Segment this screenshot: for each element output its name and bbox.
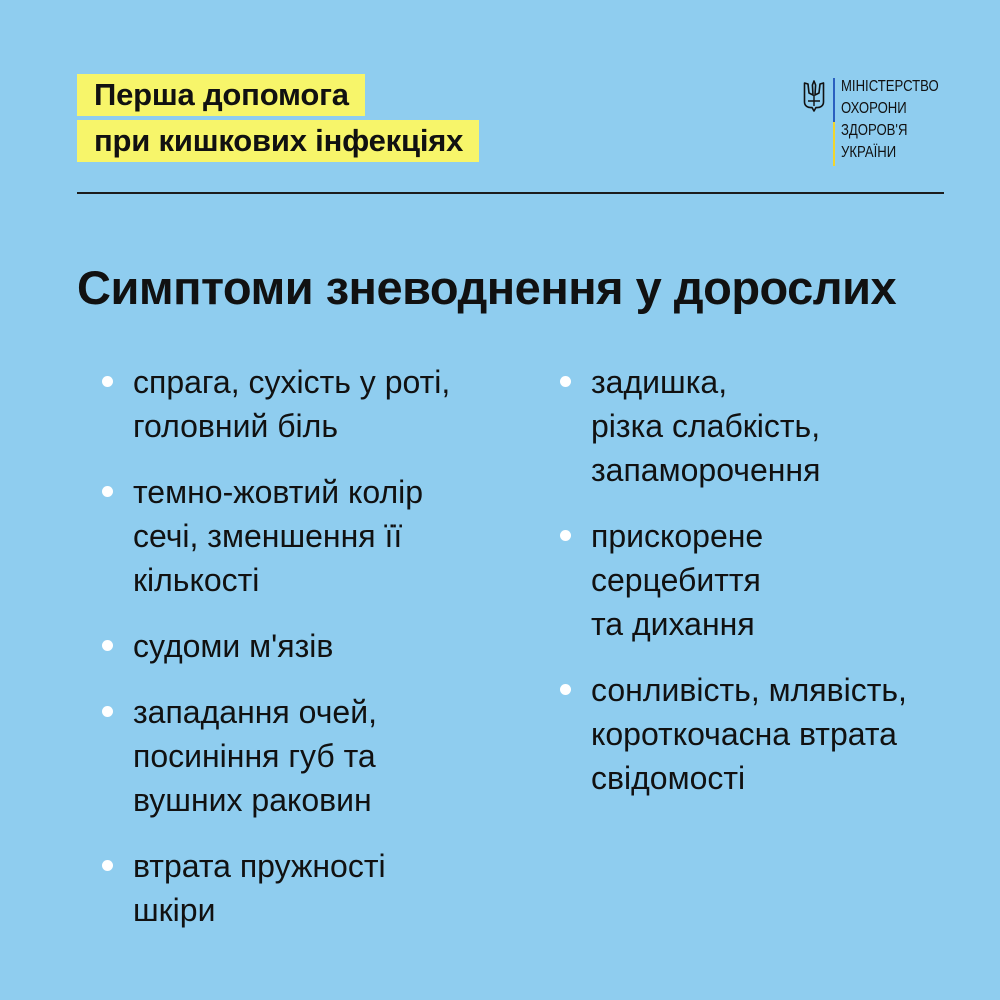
symptom-item bbox=[560, 668, 980, 800]
symptom-line: темно-жовтий колір bbox=[133, 474, 424, 510]
ministry-logo bbox=[803, 76, 963, 176]
symptom-item bbox=[560, 360, 980, 492]
ministry-name-line: ОХОРОНИ bbox=[841, 100, 907, 117]
ministry-name-line: МІНІСТЕРСТВО bbox=[841, 78, 939, 95]
symptom-line: спрага, сухість у роті, bbox=[133, 364, 451, 400]
ministry-name-line: УКРАЇНИ bbox=[841, 144, 897, 161]
symptom-line: короткочасна втрата bbox=[591, 716, 897, 752]
section-heading: Симптоми зневоднення у дорослих bbox=[77, 261, 897, 314]
symptom-line: втрата пружності bbox=[133, 848, 386, 884]
bullet-icon bbox=[102, 860, 113, 871]
symptoms-list-right bbox=[560, 360, 980, 822]
bullet-icon bbox=[560, 530, 571, 541]
symptom-item bbox=[102, 470, 522, 602]
bullet-icon bbox=[102, 706, 113, 717]
bullet-icon bbox=[560, 684, 571, 695]
symptom-line: посиніння губ та bbox=[133, 738, 376, 774]
header-divider bbox=[77, 192, 944, 194]
symptoms-list-left bbox=[102, 360, 522, 954]
symptom-line: сонливість, млявість, bbox=[591, 672, 907, 708]
logo-divider bbox=[833, 78, 835, 166]
title-line-2: при кишкових інфекціях bbox=[77, 120, 479, 162]
symptom-line: прискорене bbox=[591, 518, 764, 554]
symptom-line: та дихання bbox=[591, 606, 755, 642]
symptom-line: шкіри bbox=[133, 892, 216, 928]
title-line-1: Перша допомога bbox=[77, 74, 365, 116]
symptom-line: судоми м'язів bbox=[133, 628, 334, 664]
symptom-line: свідомості bbox=[591, 760, 746, 796]
symptom-item bbox=[102, 690, 522, 822]
symptom-line: сечі, зменшення її bbox=[133, 518, 403, 554]
symptom-line: вушних раковин bbox=[133, 782, 372, 818]
ministry-name bbox=[841, 76, 939, 164]
trident-icon bbox=[803, 80, 825, 112]
bullet-icon bbox=[102, 486, 113, 497]
symptom-item bbox=[102, 360, 522, 448]
bullet-icon bbox=[560, 376, 571, 387]
symptom-line: западання очей, bbox=[133, 694, 377, 730]
symptom-item bbox=[102, 844, 522, 932]
symptom-line: різка слабкість, bbox=[591, 408, 821, 444]
symptom-line: задишка, bbox=[591, 364, 728, 400]
bullet-icon bbox=[102, 640, 113, 651]
symptom-line: кількості bbox=[133, 562, 260, 598]
bullet-icon bbox=[102, 376, 113, 387]
symptom-line: серцебиття bbox=[591, 562, 761, 598]
symptom-item bbox=[102, 624, 522, 668]
symptom-line: головний біль bbox=[133, 408, 338, 444]
ministry-name-line: ЗДОРОВ'Я bbox=[841, 122, 908, 139]
symptom-line: запаморочення bbox=[591, 452, 821, 488]
symptom-item bbox=[560, 514, 980, 646]
